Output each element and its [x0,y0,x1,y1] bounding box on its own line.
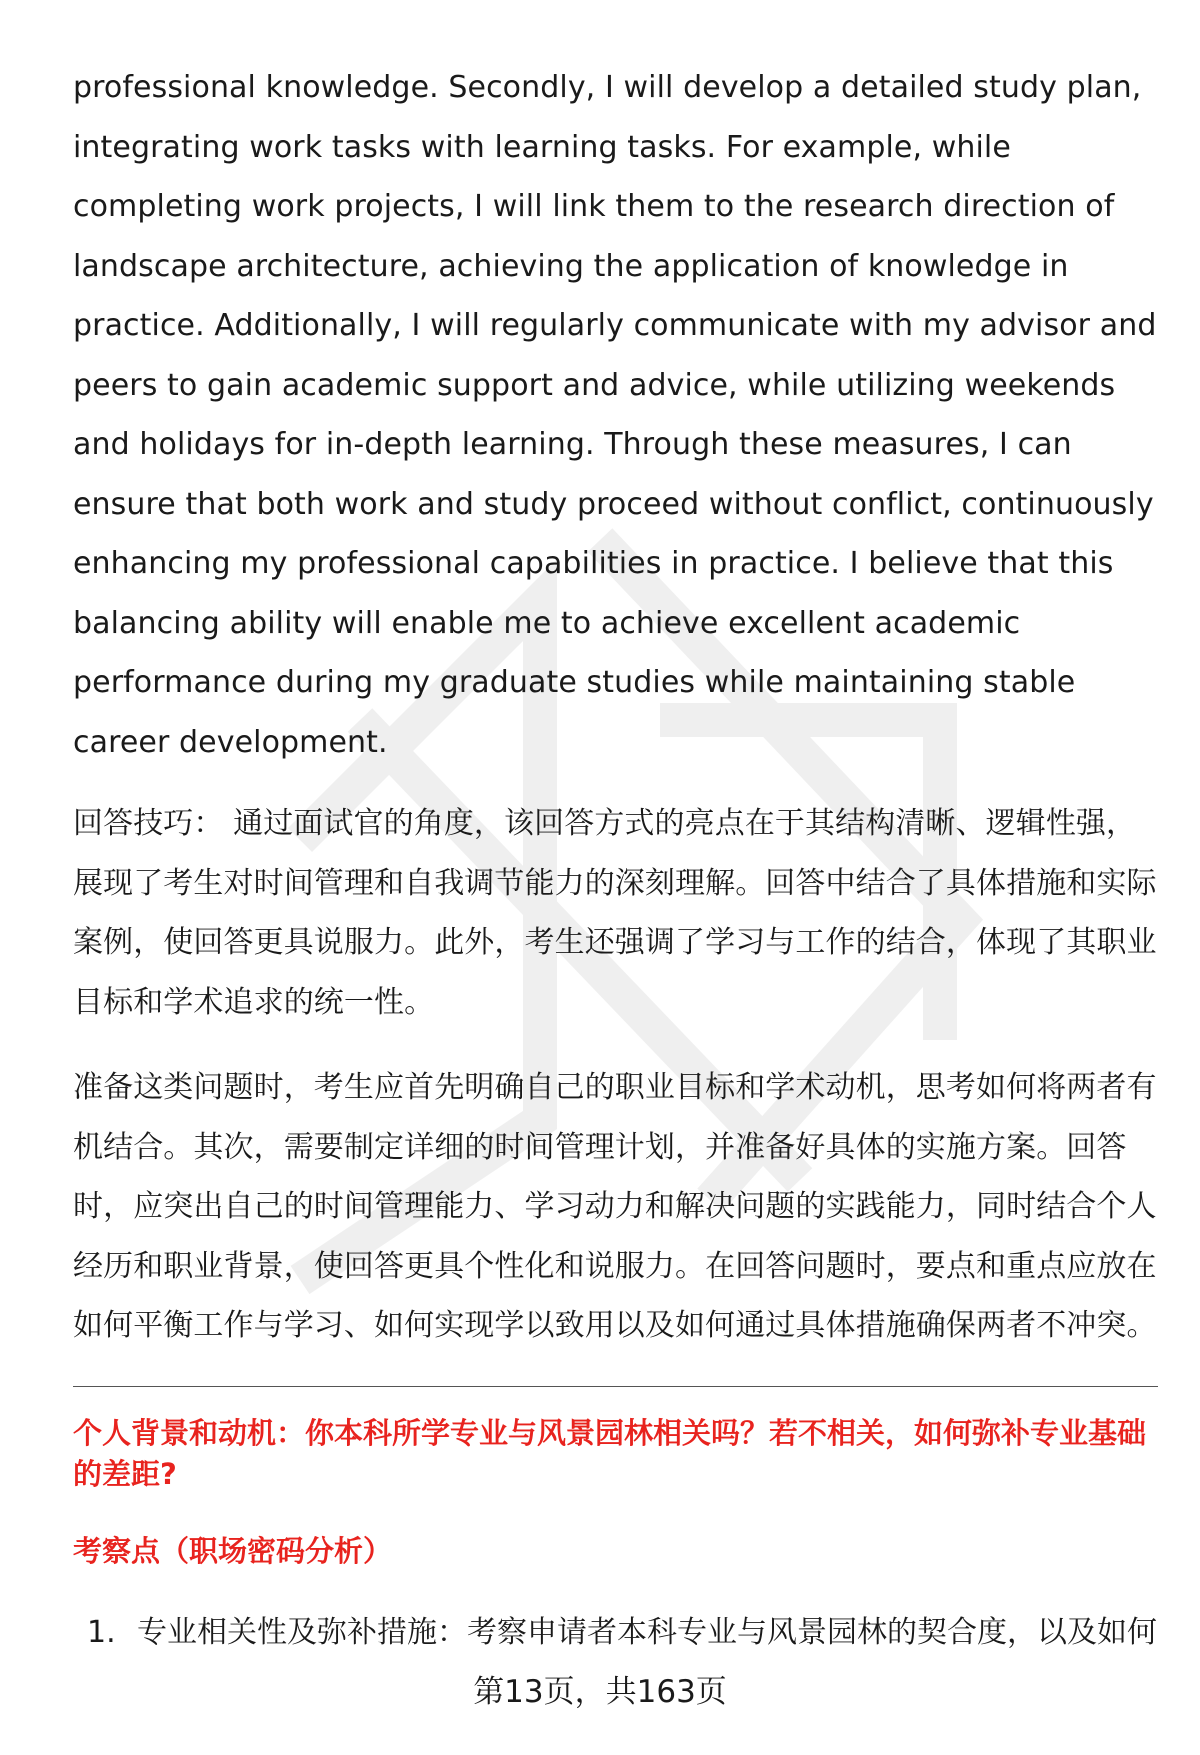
document-page [73,58,1158,1653]
assessment-points-heading: 考察点（职场密码分析） [73,1533,393,1568]
list-item [73,1612,1158,1653]
list-item-text: 专业相关性及弥补措施：考察申请者本科专业与风景园林的契合度，以及如何 [137,1614,1157,1650]
question-heading: 个人背景和动机：你本科所学专业与风景园林相关吗？若不相关，如何弥补专业基础的差距? [73,1415,1147,1491]
section-divider [73,1386,1158,1387]
answer-tips-paragraph: 回答技巧： 通过面试官的角度，该回答方式的亮点在于其结构清晰、逻辑性强，展现了考生对时间管理和自我调节能力的深刻理解。回答中结合了具体措施和实际案例，使回答更具说服力。此外，考生还强调了学习与工作的结合，体现了其职业目标和学术追求的统一性。 [73,806,1157,1020]
answer-paragraph-english: professional knowledge. Secondly, I will develop a detailed study plan, integrating work tasks with learning tasks. For example, while completing work projects, I will link them to the research direction of landscape architecture, achieving the application of knowledge in practice. Additionally, I will regularly communicate with my advisor and peers to gain academic support and advice, while utilizing weekends and holidays for in-depth learning. Through these measures, I can ensure that both work and study proceed without conflict, continuously enhancing my professional capabilities in practice. I believe that this balancing ability will enable me to achieve excellent academic performance during my graduate studies while maintaining stable career development. [73,70,1157,760]
page-number: 第13页，共163页 [473,1674,727,1710]
preparation-paragraph: 准备这类问题时，考生应首先明确自己的职业目标和学术动机，思考如何将两者有机结合。其次，需要制定详细的时间管理计划，并准备好具体的实施方案。回答时，应突出自己的时间管理能力、学习动力和解决问题的实践能力，同时结合个人经历和职业背景，使回答更具个性化和说服力。在回答问题时，要点和重点应放在如何平衡工作与学习、如何实现学以致用以及如何通过具体措施确保两者不冲突。 [73,1070,1157,1343]
list-item-number: 1. [87,1614,116,1650]
